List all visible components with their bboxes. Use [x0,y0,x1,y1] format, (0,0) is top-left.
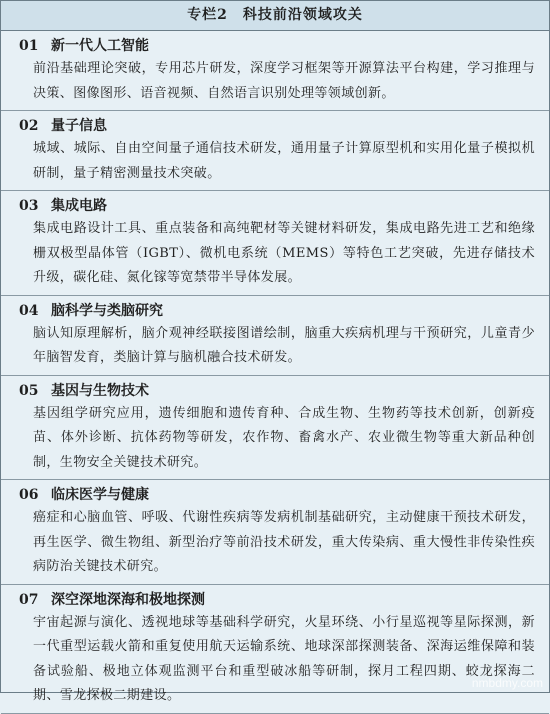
section-05 [1,376,549,481]
section-heading [19,35,535,57]
section-text: 集成电路设计工具、重点装备和高纯靶材等关键材料研发，集成电路先进工艺和绝缘栅双极型晶体管（IGBT）、微机电系统（MEMS）等特色工艺突破，先进存储技术升级，碳化硅、氮化镓等宽禁带半导体发展。 [33,221,535,285]
box-title: 专栏2 科技前沿领域攻关 [1,1,549,31]
watermark: nmbdmy.com [471,676,543,690]
section-text: 脑认知原理解析，脑介观神经联接图谱绘制，脑重大疾病机理与干预研究，儿童青少年脑智发育，类脑计算与脑机融合技术研发。 [33,325,535,365]
section-name: 深空深地深海和极地探测 [51,591,205,608]
section-text: 前沿基础理论突破，专用芯片研发，深度学习框架等开源算法平台构建，学习推理与决策、图像图形、语音视频、自然语言识别处理等领域创新。 [33,61,535,101]
section-04 [1,296,549,376]
section-07 [1,585,549,714]
section-number: 05 [19,382,39,399]
section-heading [19,589,535,611]
section-text: 基因组学研究应用，遗传细胞和遗传育种、合成生物、生物药等技术创新，创新疫苗、体外诊断、抗体药物等研发，农作物、畜禽水产、农业微生物等重大新品种创制，生物安全关键技术研究。 [33,405,535,470]
section-number: 03 [19,198,39,214]
section-name: 临床医学与健康 [51,487,149,503]
section-heading [19,380,535,402]
section-03 [1,191,549,296]
section-text: 城域、城际、自由空间量子通信技术研发，通用量子计算原型机和实用化量子模拟机研制，量子精密测量技术突破。 [33,141,535,181]
section-name: 脑科学与类脑研究 [51,302,163,319]
section-name: 量子信息 [51,118,107,134]
section-heading [19,484,535,506]
section-text: 癌症和心脑血管、呼吸、代谢性疾病等发病机制基础研究，主动健康干预技术研发，再生医学、微生物组、新型治疗等前沿技术研发，重大传染病、重大慢性非传染性疾病防治关键技术研究。 [33,510,535,574]
section-number: 04 [19,302,39,319]
section-heading [19,115,535,137]
section-heading [19,300,535,322]
section-number: 02 [19,118,39,134]
section-name: 集成电路 [51,198,107,214]
section-06 [1,480,549,585]
section-02 [1,111,549,191]
section-heading [19,195,535,217]
section-name: 基因与生物技术 [51,382,149,399]
section-name: 新一代人工智能 [51,38,149,54]
section-number: 06 [19,487,39,503]
section-text: 宇宙起源与演化、透视地球等基础科学研究，火星环绕、小行星巡视等星际探测，新一代重型运载火箭和重复使用航天运输系统、地球深部探测装备、深海运维保障和装备试验船、极地立体观监测平台和重型破冰船等研制，探月工程四期、蛟龙探海二期、雪龙探极二期建设。 [33,614,535,703]
section-number: 07 [19,591,39,608]
section-01 [1,31,549,111]
section-number: 01 [19,38,39,54]
